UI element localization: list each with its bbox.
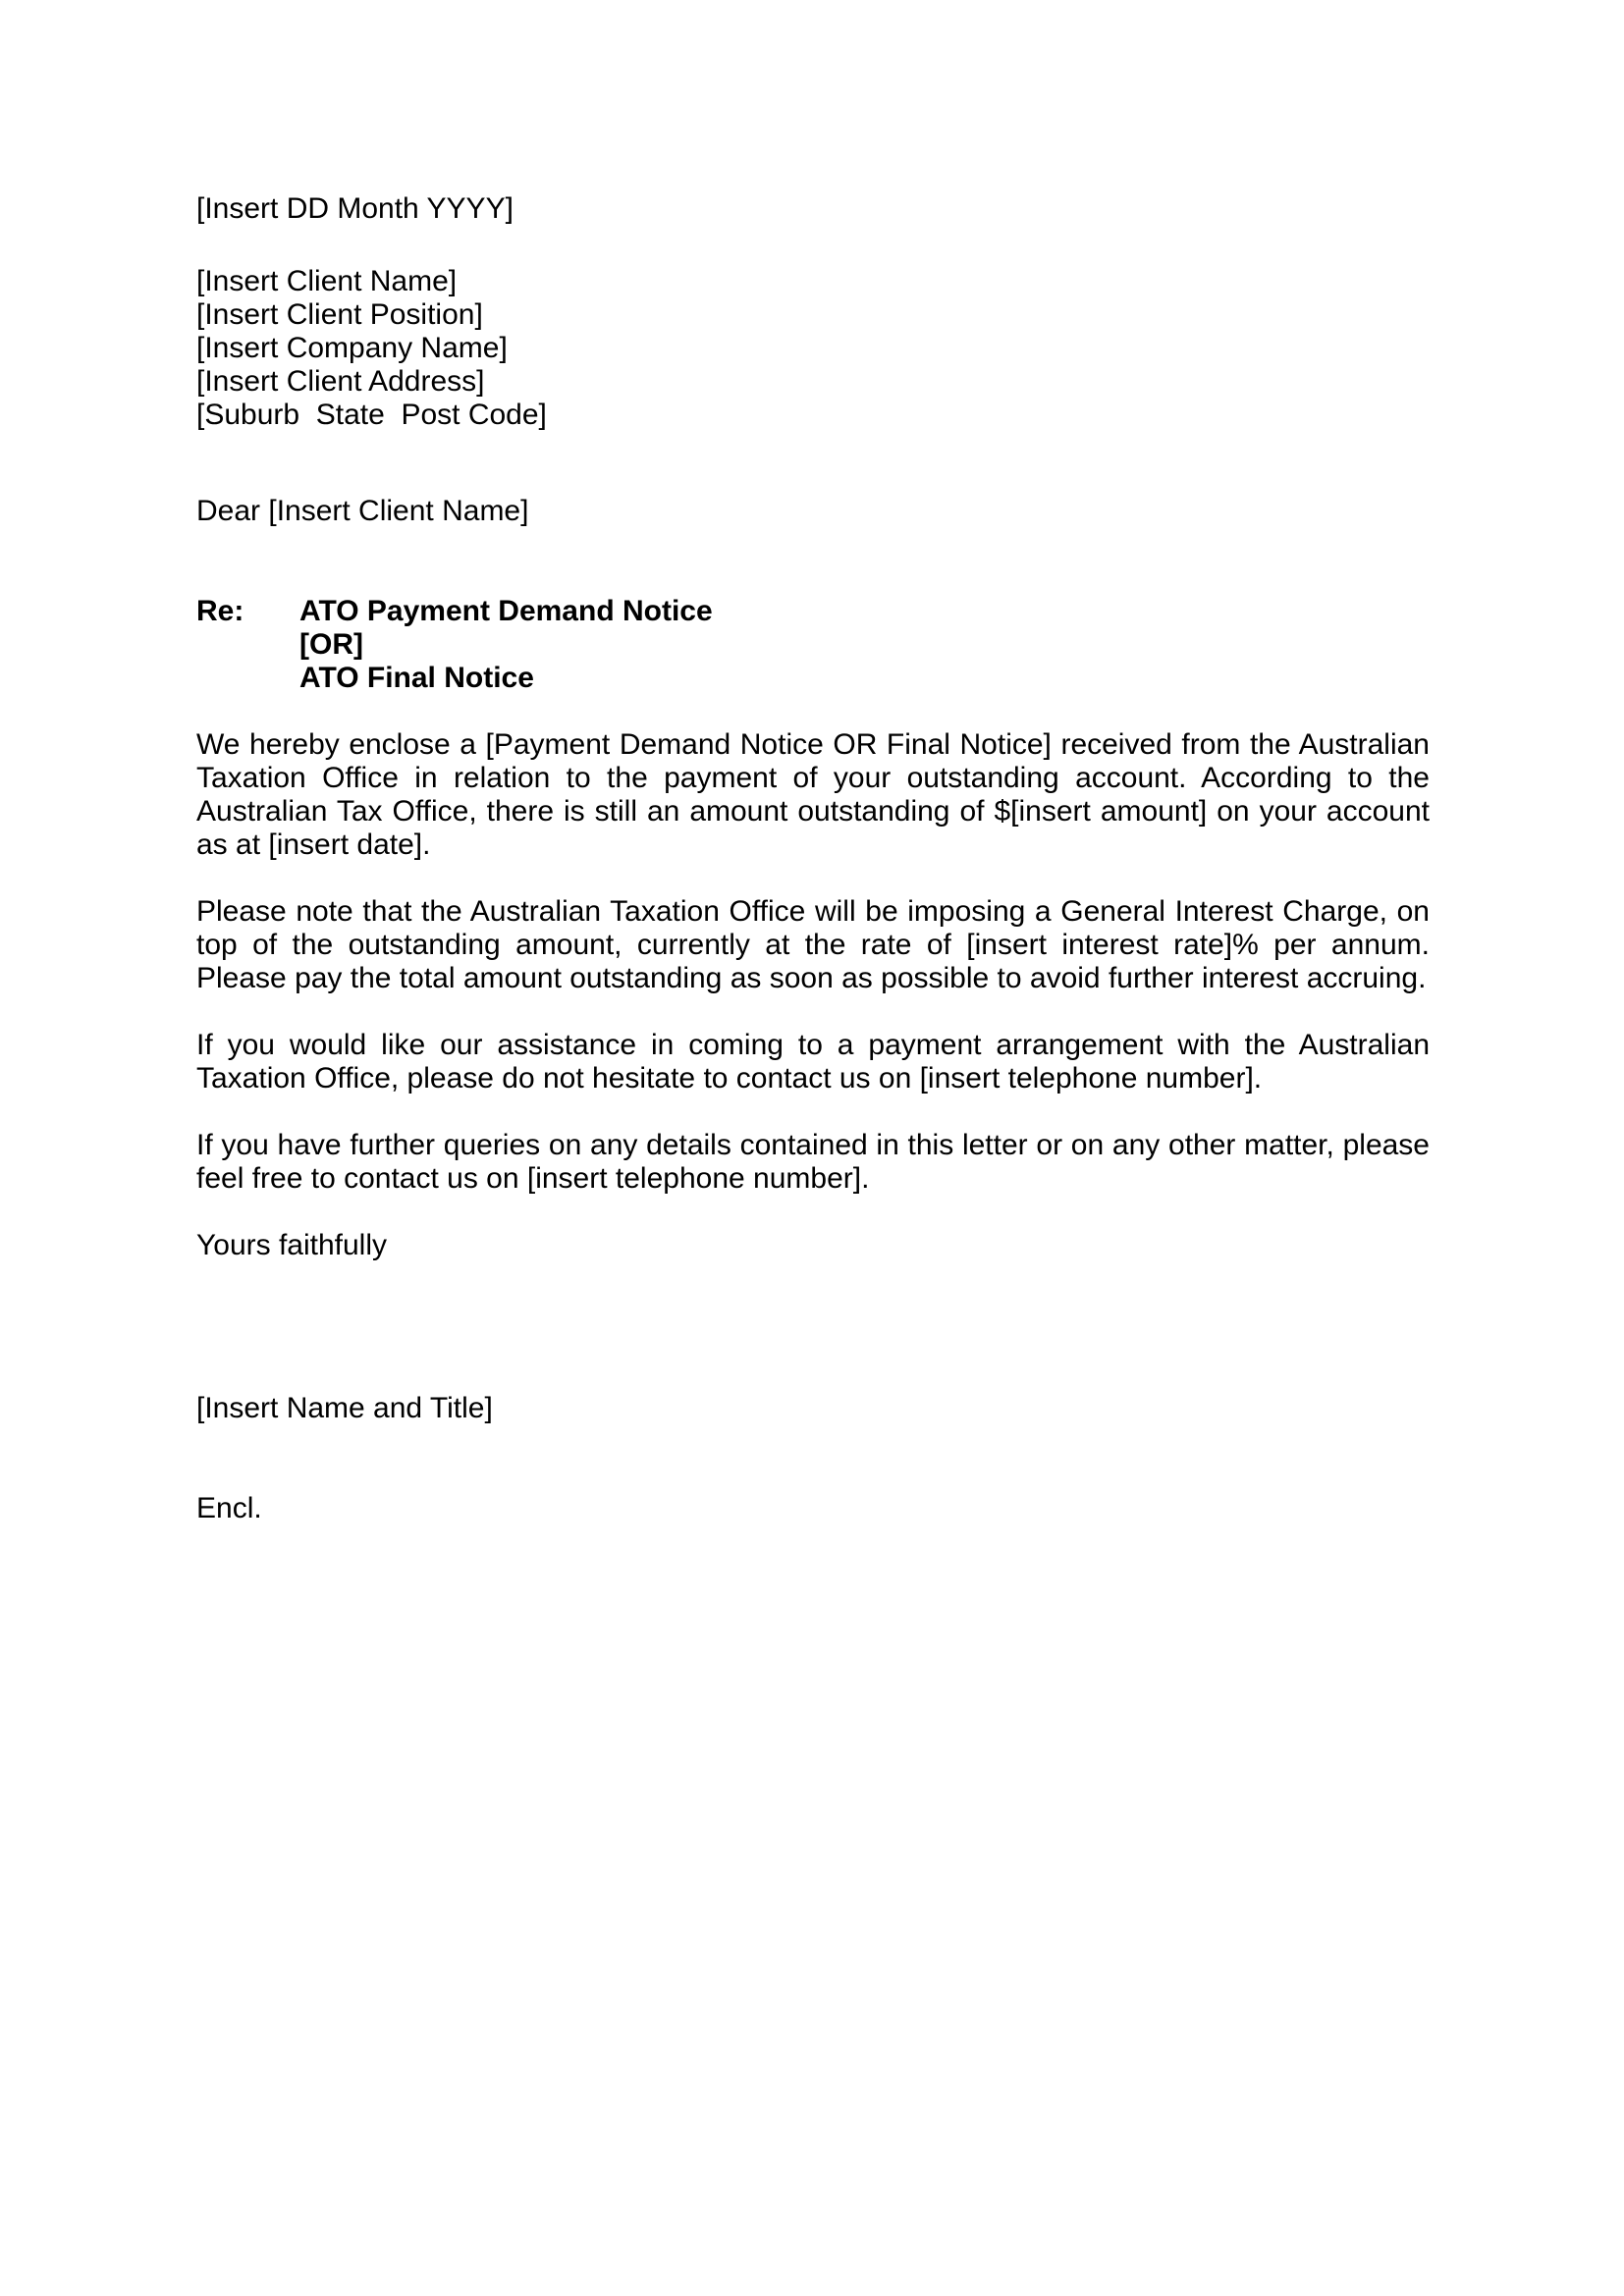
subject-label: Re:	[196, 595, 244, 627]
closing: Yours faithfully	[196, 1229, 388, 1261]
recipient-address-block	[196, 265, 1430, 432]
subject-block	[196, 595, 1430, 695]
recipient-company: [Insert Company Name]	[196, 332, 508, 364]
signature-name-title: [Insert Name and Title]	[196, 1392, 493, 1424]
subject-line-3: ATO Final Notice	[299, 662, 534, 694]
body-paragraph-2: Please note that the Australian Taxation Office will be imposing a General Interest Charge, on top of the outstanding amount, currently at the rate of [insert interest rate]% per annum. Please pay the total amount outstanding as soon as possible to avoid further interest accruing.	[196, 895, 1430, 994]
body-paragraph-3: If you would like our assistance in coming to a payment arrangement with the Australian Taxation Office, please do not hesitate to contact us on [insert telephone number].	[196, 1029, 1430, 1095]
recipient-position: [Insert Client Position]	[196, 298, 483, 331]
recipient-suburb-state-postcode: [Suburb State Post Code]	[196, 399, 547, 431]
subject-line-2: [OR]	[299, 628, 363, 661]
subject-lines	[299, 595, 1430, 695]
body-paragraph-4: If you have further queries on any details contained in this letter or on any other matter, please feel free to contact us on [insert telephone number].	[196, 1129, 1430, 1195]
recipient-street-address: [Insert Client Address]	[196, 365, 485, 398]
date-line: [Insert DD Month YYYY]	[196, 192, 514, 225]
salutation: Dear [Insert Client Name]	[196, 495, 529, 527]
enclosure-notation: Encl.	[196, 1492, 262, 1524]
recipient-name: [Insert Client Name]	[196, 265, 458, 297]
subject-line-1: ATO Payment Demand Notice	[299, 595, 713, 627]
body-paragraph-1: We hereby enclose a [Payment Demand Notice OR Final Notice] received from the Australian Taxation Office in relation to the payment of your outstanding account. According to the Australian Tax Office, there is still an amount outstanding of $[insert amount] on your account as at [insert date].	[196, 728, 1430, 861]
